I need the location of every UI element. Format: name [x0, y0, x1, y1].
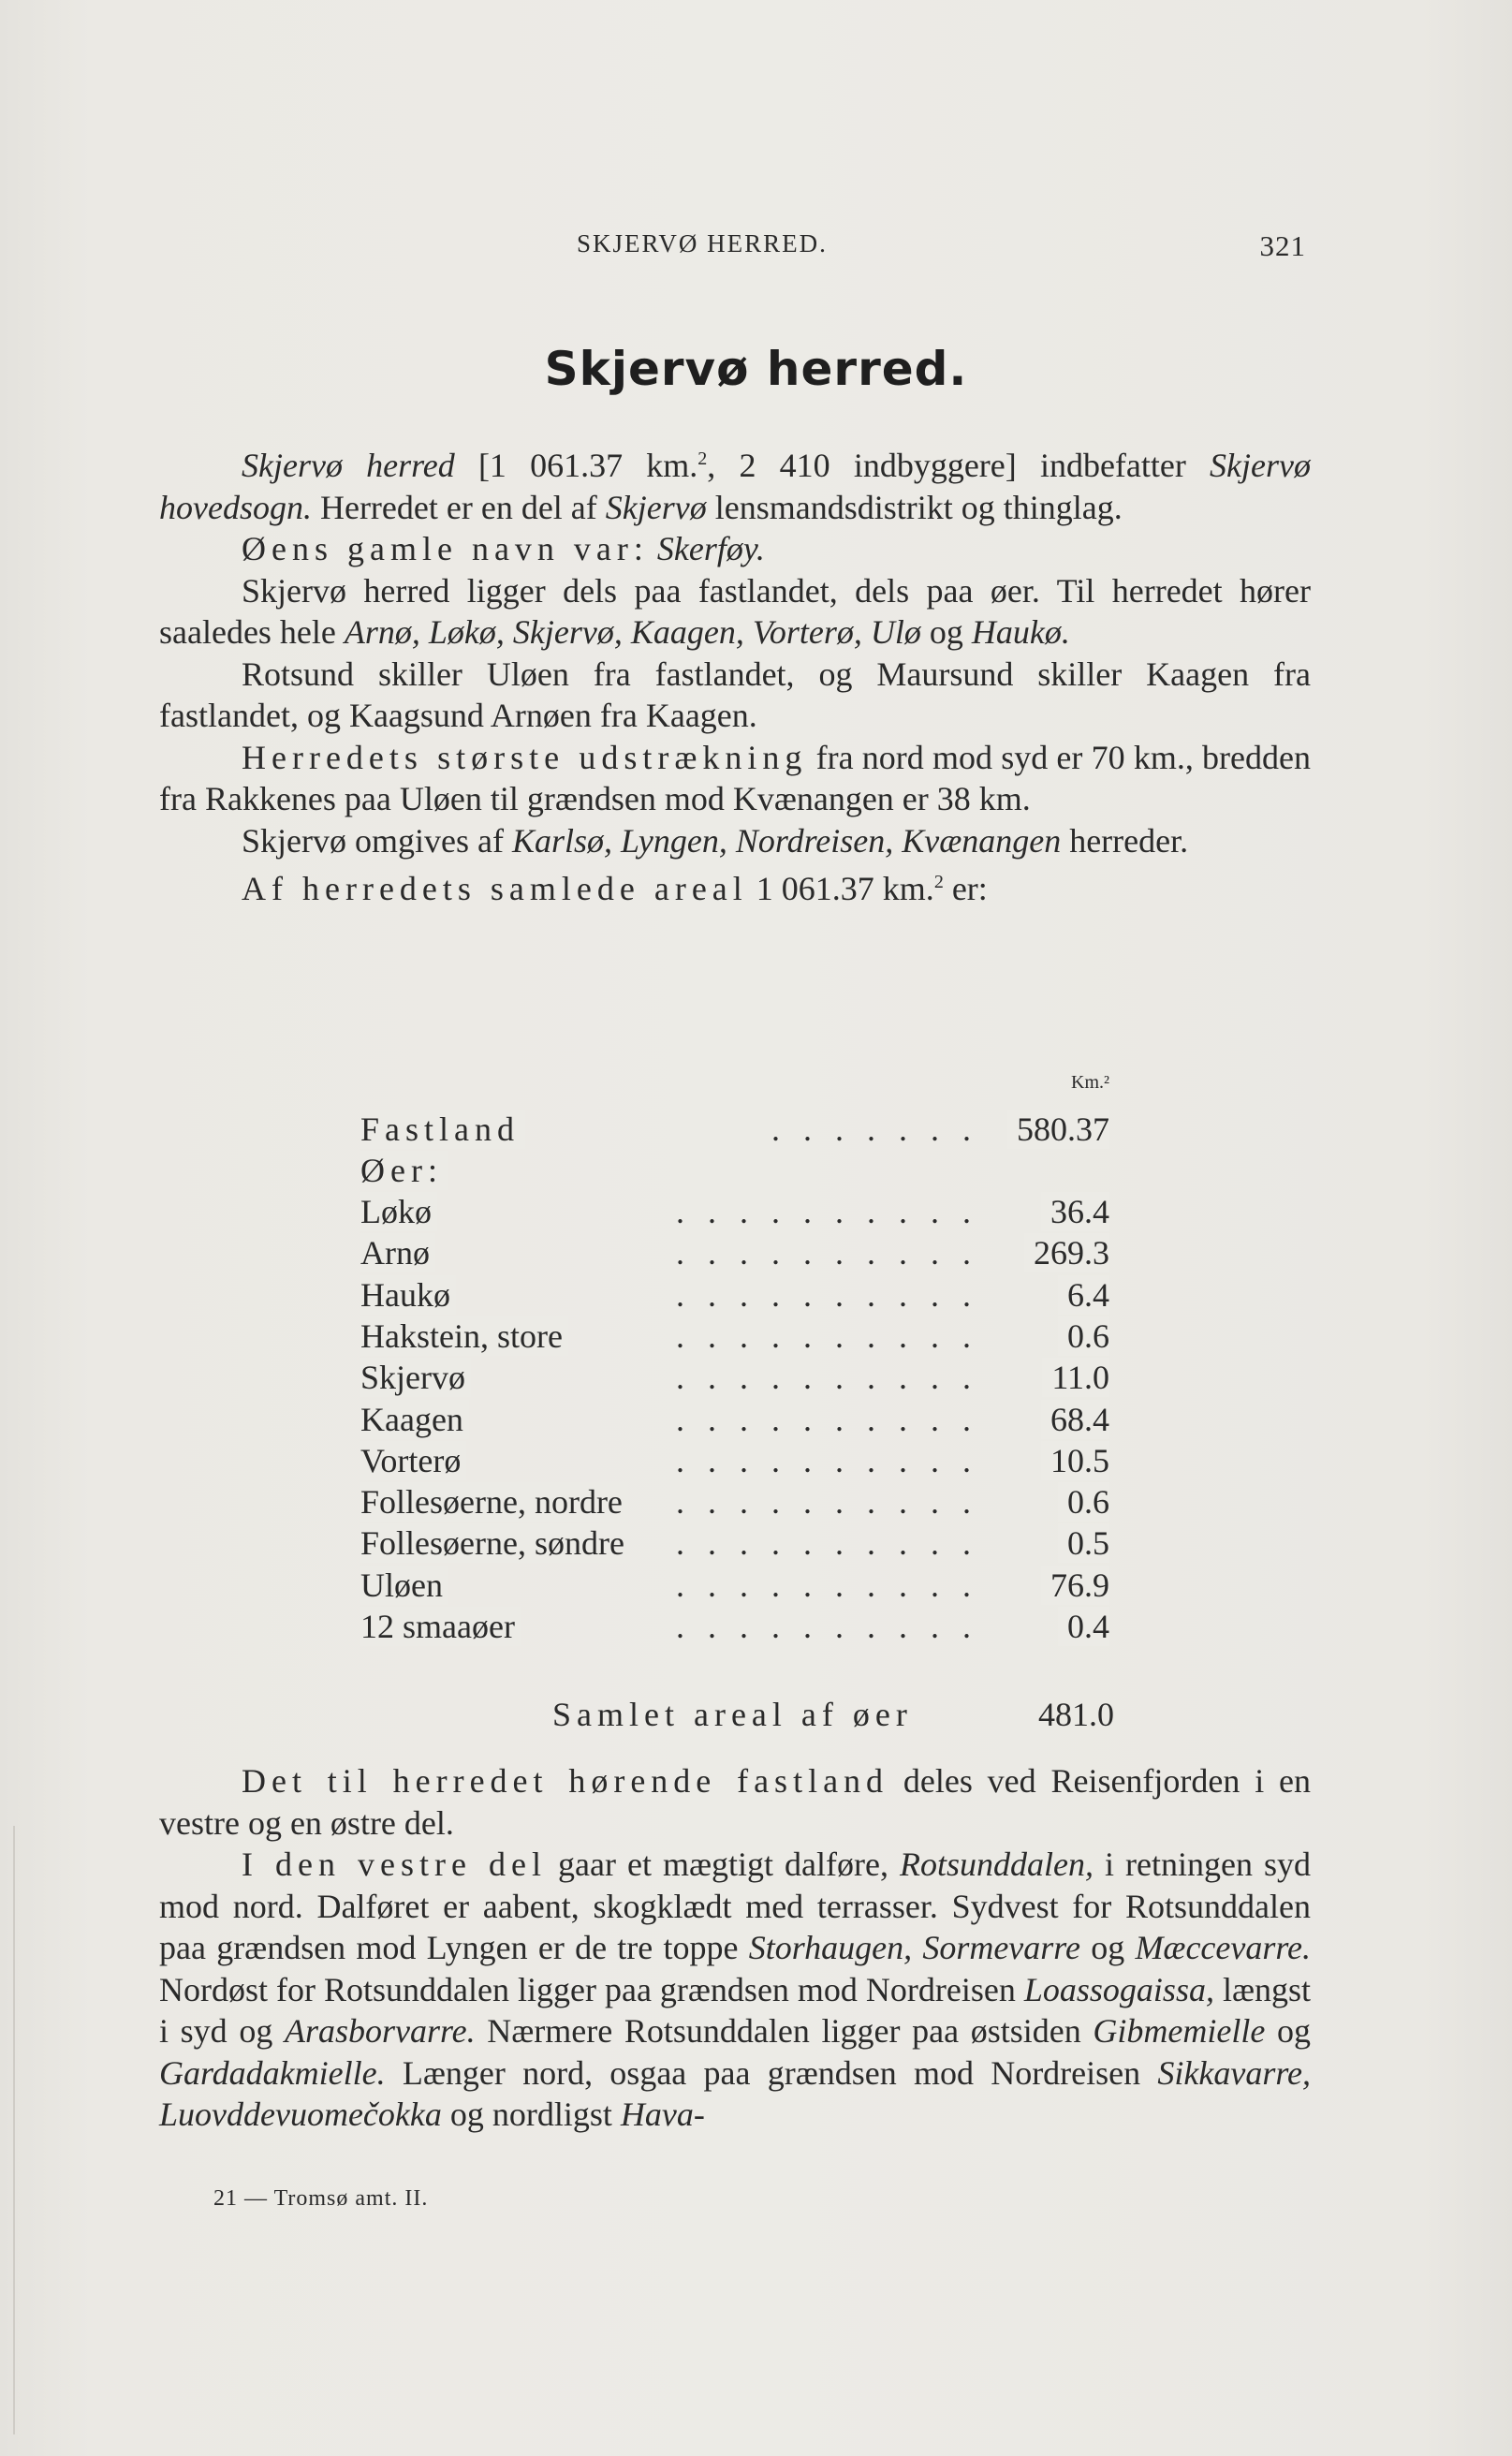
row-label: Kaagen [360, 1400, 469, 1439]
term: Haukø. [971, 613, 1070, 651]
spaced-text: Øens gamle navn var: [242, 530, 649, 567]
page-edge-shadow [13, 1826, 15, 2434]
term: Gibmemielle [1093, 2012, 1266, 2050]
term: Gardadakmielle. [159, 2053, 386, 2092]
row-label: Skjervø [360, 1358, 471, 1397]
text: [1 061.37 km. [454, 447, 698, 484]
row-label: Haukø [360, 1275, 456, 1315]
row-value: 6.4 [1058, 1275, 1109, 1315]
total-row [552, 1695, 1114, 1734]
lower-text [159, 1760, 1311, 2136]
term: Mæccevarre. [1135, 1929, 1312, 1966]
text: og [1265, 2012, 1312, 2050]
paragraph-old-name [159, 528, 1311, 570]
term: Skjervø [605, 488, 707, 526]
paragraph-intro [159, 438, 1311, 528]
row-value: 36.4 [1041, 1192, 1109, 1231]
paragraph-area-intro [159, 861, 1311, 910]
running-title: SKJERVØ HERRED. [577, 229, 828, 257]
table-row [360, 1523, 1109, 1565]
text: Nærmere Rotsunddalen ligger paa østsiden [475, 2012, 1094, 2050]
table-row [360, 1275, 1109, 1316]
spaced-text: Herredets største udstrækning [242, 738, 808, 776]
row-value: 76.9 [1041, 1566, 1109, 1605]
table-row [360, 1233, 1109, 1274]
paragraph-sounds: Rotsund skiller Uløen fra fastlandet, og Maursund skiller Kaagen fra fastlandet, og Kaagsund Arnøen fra Kaagen. [159, 654, 1311, 734]
row-value: 0.4 [1058, 1607, 1109, 1646]
leader-dots: . . . . . . . . . . [676, 1566, 978, 1604]
row-label: Hakstein, store [360, 1316, 568, 1356]
total-value: 481.0 [1038, 1696, 1114, 1733]
total-label: Samlet areal af øer [552, 1696, 913, 1733]
term: Rotsunddalen, [899, 1846, 1094, 1883]
term: Skjervø herred [242, 447, 455, 484]
paragraph-neighbours [159, 820, 1311, 862]
row-value: 0.5 [1058, 1523, 1109, 1563]
row-label: Vorterø [360, 1441, 466, 1480]
table-row [360, 1358, 1109, 1399]
table-row [360, 1607, 1109, 1648]
row-label: 12 smaaøer [360, 1607, 521, 1646]
row-value: 0.6 [1058, 1482, 1109, 1522]
text: Skjervø herred ligger dels paa fastlandet, dels paa øer. Til herredet hører saaledes hele [159, 571, 1311, 651]
spaced-text: I den vestre del [242, 1846, 547, 1883]
table-row [360, 1482, 1109, 1523]
leader-dots: . . . . . . . . . . [676, 1316, 978, 1355]
text: lensmandsdistrikt og thinglag. [706, 488, 1123, 526]
superscript: 2 [933, 872, 944, 892]
row-value: 0.6 [1058, 1316, 1109, 1356]
paragraph-mainland [159, 1760, 1311, 1844]
text: 1 061.37 km. [747, 870, 934, 907]
running-head [159, 229, 1306, 267]
paragraph-extent [159, 737, 1311, 820]
leader-dots: . . . . . . . . . . [676, 1359, 978, 1397]
row-label: Follesøerne, søndre [360, 1523, 630, 1563]
row-label: Arnø [360, 1233, 435, 1272]
text: og [920, 613, 972, 651]
row-value: 580.37 [1007, 1110, 1109, 1149]
term: Storhaugen, Sormevarre [748, 1929, 1080, 1966]
table-row [360, 1400, 1109, 1441]
text: fra nord mod syd er 70 km., bredden fra Rakkenes paa Uløen til grændsen mod Kvænangen er 38 km. [159, 738, 1311, 817]
table-row [360, 1192, 1109, 1233]
text: Længer nord, osgaa paa grændsen mod Nordreisen [385, 2053, 1158, 2092]
text: og nordligst [441, 2096, 621, 2133]
paragraph-western-part [159, 1844, 1311, 2136]
text: længst i syd og [159, 1970, 1311, 2050]
area-table [360, 1072, 1109, 1653]
leader-dots: . . . . . . . . . . [676, 1234, 978, 1272]
section-heading: Skjervø herred. [544, 342, 968, 396]
text: deles ved Reisenfjorden i en vestre og en østre del. [159, 1762, 1311, 1842]
row-value: 269.3 [1024, 1233, 1109, 1272]
paragraph-islands [159, 570, 1311, 654]
term: Sikkavarre, Luovddevuomečokka [159, 2053, 1311, 2133]
spaced-text: Af herredets samlede areal [242, 870, 748, 907]
intro-text [159, 438, 1311, 910]
text: herreder. [1061, 821, 1189, 860]
row-label: Follesøerne, nordre [360, 1482, 628, 1522]
leader-dots: . . . . . . . . . . [676, 1275, 978, 1314]
leader-dots: . . . . . . . . . . [676, 1608, 978, 1645]
text: i retningen syd mod nord. Dalføret er aabent, skogklædt med terrasser. Sydvest for Rotsunddalen paa grændsen mod Lyngen er de tre toppe [159, 1846, 1311, 1966]
text: gaar et mægtigt dalføre, [546, 1846, 900, 1883]
superscript: 2 [697, 449, 708, 469]
term: Skerføy. [656, 530, 765, 567]
table-row-fastland [360, 1110, 1109, 1151]
row-label: Øer: [360, 1151, 448, 1190]
text: Skjervø omgives af [242, 821, 512, 860]
term: Arnø, Løkø, Skjervø, Kaagen, Vorterø, Ulø [344, 613, 921, 651]
page-number: 321 [1259, 229, 1306, 262]
signature-footer: 21 — Tromsø amt. II. [213, 2186, 429, 2211]
table-row [360, 1441, 1109, 1482]
text: , 2 410 indbyggere] indbefatter [707, 447, 1211, 484]
row-label: Løkø [360, 1192, 437, 1231]
row-label: Fastland [360, 1110, 525, 1149]
table-row-islands-header [360, 1151, 1109, 1192]
row-value: 68.4 [1041, 1400, 1109, 1439]
text: er: [943, 870, 988, 907]
row-value: 10.5 [1041, 1441, 1109, 1480]
spaced-text: Det til herredet hørende fastland [242, 1762, 889, 1800]
leader-dots: . . . . . . . . . . [676, 1193, 978, 1230]
leader-dots: . . . . . . . . . . [676, 1524, 978, 1563]
text: og [1079, 1929, 1136, 1966]
term: Arasborvarre. [284, 2012, 476, 2050]
term: Skjervø hovedsogn. [159, 447, 1311, 526]
leader-dots: . . . . . . . . . . [676, 1483, 978, 1522]
text: Herredet er en del af [311, 488, 606, 526]
row-label: Uløen [360, 1566, 448, 1605]
leader-dots: . . . . . . . [771, 1110, 978, 1148]
leader-dots: . . . . . . . . . . [676, 1400, 978, 1438]
row-value: 11.0 [1042, 1358, 1109, 1397]
leader-dots: . . . . . . . . . . [676, 1441, 978, 1479]
term: Hava- [620, 2096, 705, 2133]
unit-label: Km.² [1071, 1072, 1109, 1093]
table-row [360, 1316, 1109, 1358]
text: Nordøst for Rotsunddalen ligger paa grændsen mod Nordreisen [159, 1970, 1024, 2008]
table-row [360, 1566, 1109, 1607]
term: Karlsø, Lyngen, Nordreisen, Kvænangen [511, 821, 1062, 860]
term: Loassogaissa, [1023, 1970, 1214, 2008]
